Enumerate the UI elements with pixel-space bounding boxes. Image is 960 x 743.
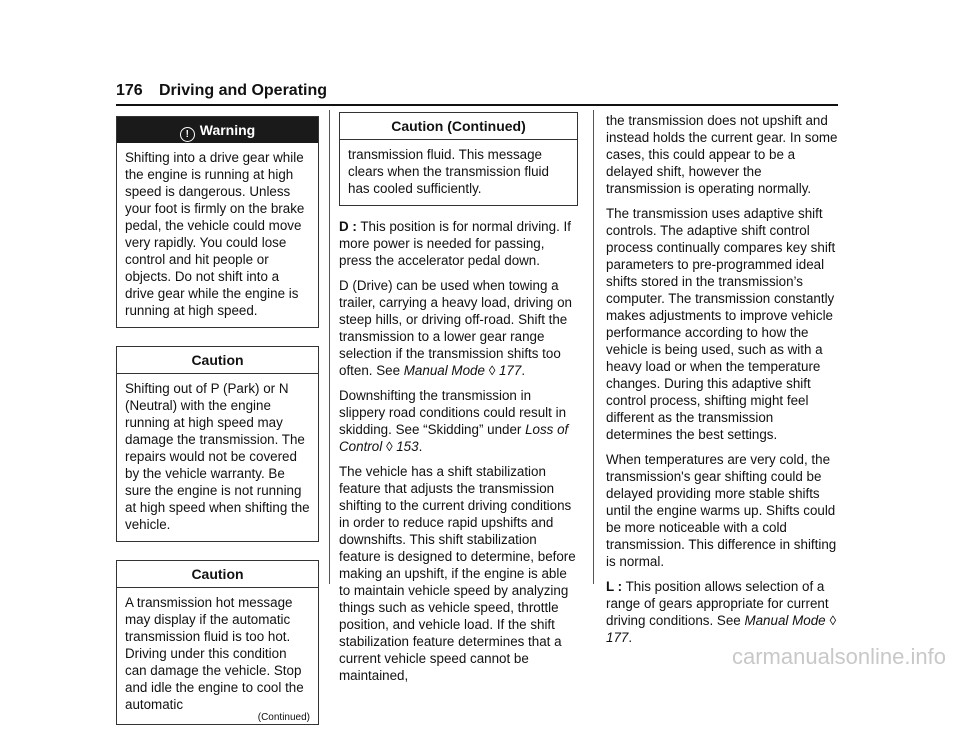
manual-mode-link[interactable]: Manual Mode (403, 363, 485, 378)
page-ref: ◊ 177 (484, 363, 522, 378)
section-title: Driving and Operating (159, 82, 328, 99)
caution-body: Shifting out of P (Park) or N (Neutral) with the engine running at high speed may damage the transmission. The repairs would not be covered by the vehicle warranty. Be sure the engine is not running at high speed when shifting the vehicle. (125, 381, 310, 532)
caution-continued-box (339, 112, 578, 206)
warning-box (116, 116, 319, 328)
loss-of-control-link[interactable]: Loss of Control (339, 422, 569, 454)
page-ref: ◊ 153 (382, 439, 419, 454)
page-ref: ◊ 177 (606, 613, 836, 645)
cold-temperature-paragraph: When temperatures are very cold, the transmission's gear shifting could be delayed providing more stable shifts until the engine warms up. Shifts could be more noticeable with a cold transmission. This difference in shifting is normal. (606, 452, 837, 569)
caution-title-2: Caution (117, 561, 318, 588)
adaptive-shift-paragraph: The transmission uses adaptive shift controls. The adaptive shift control process continually compares key shift parameters to pre-programmed ideal shifts stored in the transmission’s computer. The transmission constantly makes adjustments to improve vehicle performance according to how the vehicle is being used, such as with a heavy load or when the temperature changes. During this adaptive shift control process, shifting might feel different as the transmission determines the best settings. (606, 206, 836, 442)
manual-mode-link[interactable]: Manual Mode (744, 613, 826, 628)
caution-box-2 (116, 560, 319, 725)
column-2 (339, 112, 578, 692)
watermark: carmanualsonline.info (731, 644, 946, 669)
column-3 (606, 112, 838, 654)
continued-label: (Continued) (257, 712, 310, 723)
upshift-paragraph: the transmission does not upshift and instead holds the current gear. In some cases, this could appear to be a delayed shift, however the transmission is operating normally. (606, 113, 838, 196)
drive-term: D : (339, 219, 357, 234)
caution-continued-body: transmission fluid. This message clears when the transmission fluid has cooled sufficiently. (348, 147, 549, 196)
low-paragraph: L : This position allows selection of a range of gears appropriate for current driving conditions. See Manual Mode ◊ 177. (606, 579, 836, 645)
drive-paragraph: D : This position is for normal driving. If more power is needed for passing, press the accelerator pedal down. (339, 219, 571, 268)
column-1 (116, 116, 319, 743)
page-number: 176 (116, 82, 143, 99)
header-rule (116, 104, 838, 106)
page-header (116, 82, 838, 106)
low-term: L : (606, 579, 623, 594)
caution-continued-title: Caution (Continued) (340, 113, 577, 140)
downshift-paragraph: Downshifting the transmission in slippery road conditions could result in skidding. See “Skidding” under Loss of Control ◊ 153. (339, 388, 569, 454)
drive-towing-paragraph: D (Drive) can be used when towing a trailer, carrying a heavy load, driving on steep hills, or driving off-road. Shift the transmission to a lower gear range selection if the transmission shifts too often. See Manual Mode ◊ 177. (339, 278, 572, 378)
warning-title: ! Warning (117, 117, 318, 143)
column-divider-2 (593, 110, 594, 584)
stabilization-paragraph: The vehicle has a shift stabilization feature that adjusts the transmission shifting to the current driving conditions in order to reduce rapid upshifts and downshifts. This shift stabilization feature is designed to determine, before making an upshift, if the engine is able to maintain vehicle speed by analyzing things such as vehicle speed, throttle position, and vehicle load. If the shift stabilization feature determines that a current vehicle speed cannot be maintained, (339, 464, 576, 683)
caution-title: Caution (117, 347, 318, 374)
warning-body: Shifting into a drive gear while the engine is running at high speed is dangerous. Unless your foot is firmly on the brake pedal, the vehicle could move very rapidly. You could lose control and hit people or objects. Do not shift into a drive gear while the engine is running at high speed. (125, 150, 305, 318)
caution-box (116, 346, 319, 542)
column-divider-1 (329, 110, 330, 584)
warning-icon: ! (180, 127, 195, 142)
caution-body-2: A transmission hot message may display if the automatic transmission fluid is too hot. Driving under this condition can damage the vehicle. Stop and idle the engine to cool the automatic (125, 595, 304, 712)
